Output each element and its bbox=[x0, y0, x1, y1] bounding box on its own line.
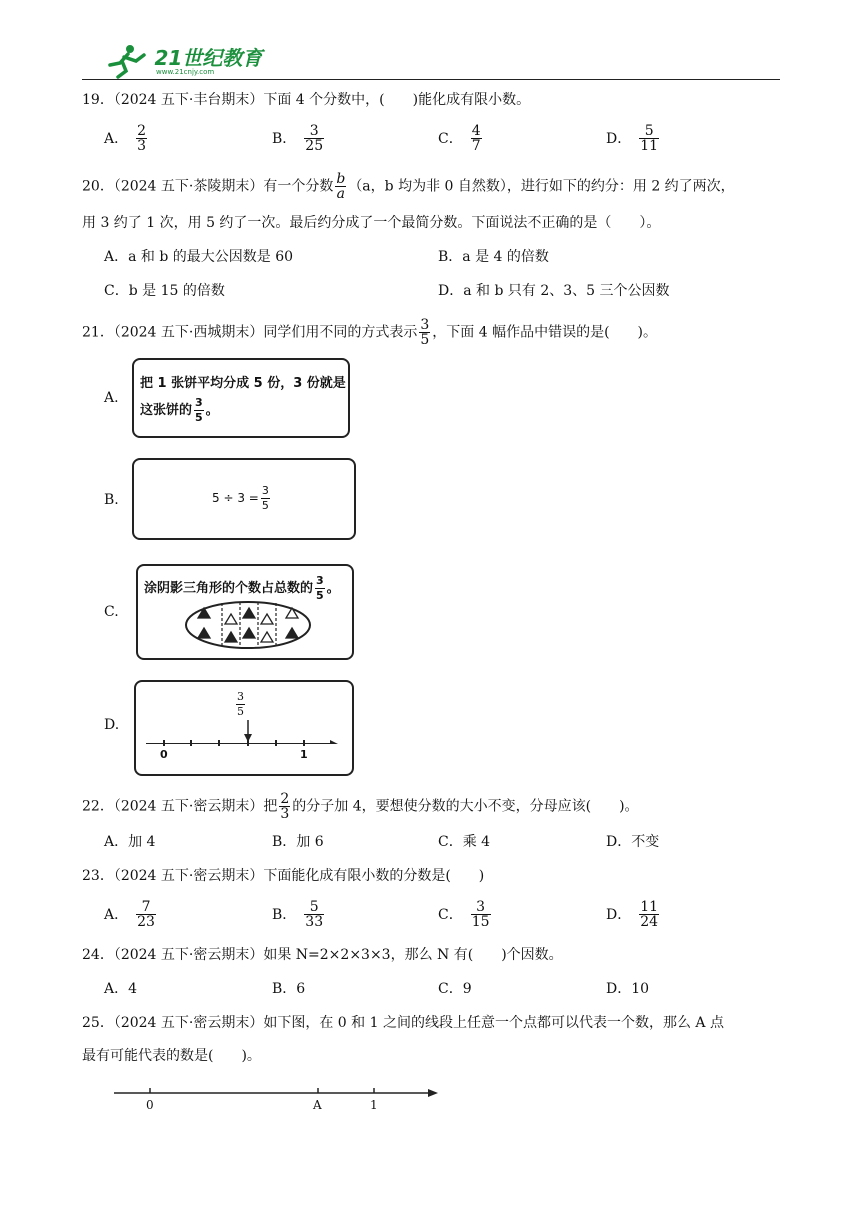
q25-stem-line1: 25．（2024 五下·密云期末）如下图，在 0 和 1 之间的线段上任意一个点都可以代表一个数，那么 A 点 bbox=[82, 1015, 724, 1031]
q21-card-a-line2: 这张饼的 $\frac{3}{5}$ 。 bbox=[140, 396, 219, 424]
q21-card-d-tick-1: 1 bbox=[300, 748, 308, 761]
q20-stem: 20．（2024 五下·茶陵期末）有一个分数 $\frac{b}{a}$ （a，b 均为非 0 自然数），进行如下的约分：用 2 约了两次， bbox=[82, 171, 735, 202]
q22-stem: 22．（2024 五下·密云期末）把 $\frac{2}{3}$ 的分子加 4，要想使分数的大小不变，分母应该( )。 bbox=[82, 791, 639, 822]
q19-option-a[interactable]: A． $\frac{2}{3}$ bbox=[104, 123, 147, 154]
q20-option-c[interactable]: C．b 是 15 的倍数 bbox=[104, 283, 225, 299]
logo-url: www.21cnjy.com bbox=[156, 68, 215, 76]
q21-card-b-equation: 5 ÷ 3 = $\frac{3}{5}$ bbox=[212, 484, 269, 512]
q21-label-b[interactable]: B. bbox=[104, 492, 119, 508]
q21-card-d-fraction: $\frac{3}{5}$ bbox=[237, 690, 244, 718]
q24-option-c[interactable]: C．9 bbox=[438, 981, 472, 997]
q21-card-d[interactable] bbox=[134, 680, 354, 776]
q25-stem-line2: 最有可能代表的数是( )。 bbox=[82, 1048, 261, 1064]
q21-card-c-text: 涂阴影三角形的个数占总数的 $\frac{3}{5}$ 。 bbox=[144, 574, 340, 602]
q23-option-a[interactable]: A． $\frac{7}{23}$ bbox=[104, 899, 155, 930]
q21-stem: 21．（2024 五下·西城期末）同学们用不同的方式表示 $\frac{3}{5}$ ，下面 4 幅作品中错误的是( )。 bbox=[82, 317, 657, 348]
q22-option-c[interactable]: C．乘 4 bbox=[438, 834, 491, 850]
q21-label-c[interactable]: C. bbox=[104, 604, 119, 620]
q25-tick-0: 0 bbox=[146, 1098, 154, 1112]
triangle-ellipse-diagram bbox=[184, 600, 312, 650]
q20-option-b[interactable]: B．a 是 4 的倍数 bbox=[438, 249, 549, 265]
q25-number-line bbox=[112, 1086, 440, 1100]
header-rule bbox=[82, 79, 780, 80]
q19-stem: 19．（2024 五下·丰台期末）下面 4 个分数中，( )能化成有限小数。 bbox=[82, 92, 531, 108]
q19-option-b[interactable]: B． $\frac{3}{25}$ bbox=[272, 123, 324, 154]
q23-stem: 23．（2024 五下·密云期末）下面能化成有限小数的分数是( ) bbox=[82, 868, 485, 884]
q22-option-d[interactable]: D．不变 bbox=[606, 834, 660, 850]
q23-option-d[interactable]: D． $\frac{11}{24}$ bbox=[606, 899, 659, 930]
q23-option-b[interactable]: B． $\frac{5}{33}$ bbox=[272, 899, 324, 930]
q21-label-a[interactable]: A. bbox=[104, 390, 119, 406]
q25-tick-1: 1 bbox=[370, 1098, 378, 1112]
q19-option-d[interactable]: D． $\frac{5}{11}$ bbox=[606, 123, 659, 154]
q19-option-c[interactable]: C． $\frac{4}{7}$ bbox=[438, 123, 481, 154]
q25-tick-a: A bbox=[313, 1098, 322, 1112]
q24-option-a[interactable]: A．4 bbox=[104, 981, 138, 997]
q20-option-d[interactable]: D．a 和 b 只有 2、3、5 三个公因数 bbox=[438, 283, 670, 299]
q23-option-c[interactable]: C． $\frac{3}{15}$ bbox=[438, 899, 490, 930]
runner-logo-icon bbox=[104, 43, 150, 79]
q21-card-b[interactable] bbox=[132, 458, 356, 540]
q22-option-b[interactable]: B．加 6 bbox=[272, 834, 324, 850]
logo-text: 21世纪教育 bbox=[154, 46, 263, 70]
q24-stem: 24．（2024 五下·密云期末）如果 N=2×2×3×3，那么 N 有( )个因数。 bbox=[82, 947, 563, 963]
q24-option-d[interactable]: D．10 bbox=[606, 981, 650, 997]
q21-card-d-tick-0: 0 bbox=[160, 748, 168, 761]
number-line-ticks bbox=[144, 740, 340, 748]
q24-option-b[interactable]: B．6 bbox=[272, 981, 306, 997]
q20-option-a[interactable]: A．a 和 b 的最大公因数是 60 bbox=[104, 249, 294, 265]
q21-label-d[interactable]: D. bbox=[104, 717, 120, 733]
q20-stem-line2: 用 3 约了 1 次，用 5 约了一次。最后约分成了一个最简分数。下面说法不正确的是（ ）。 bbox=[82, 215, 661, 231]
q21-card-a[interactable] bbox=[132, 358, 350, 438]
q22-option-a[interactable]: A．加 4 bbox=[104, 834, 156, 850]
q21-card-a-line1: 把 1 张饼平均分成 5 份，3 份就是 bbox=[140, 376, 346, 391]
q21-card-c[interactable] bbox=[136, 564, 354, 660]
